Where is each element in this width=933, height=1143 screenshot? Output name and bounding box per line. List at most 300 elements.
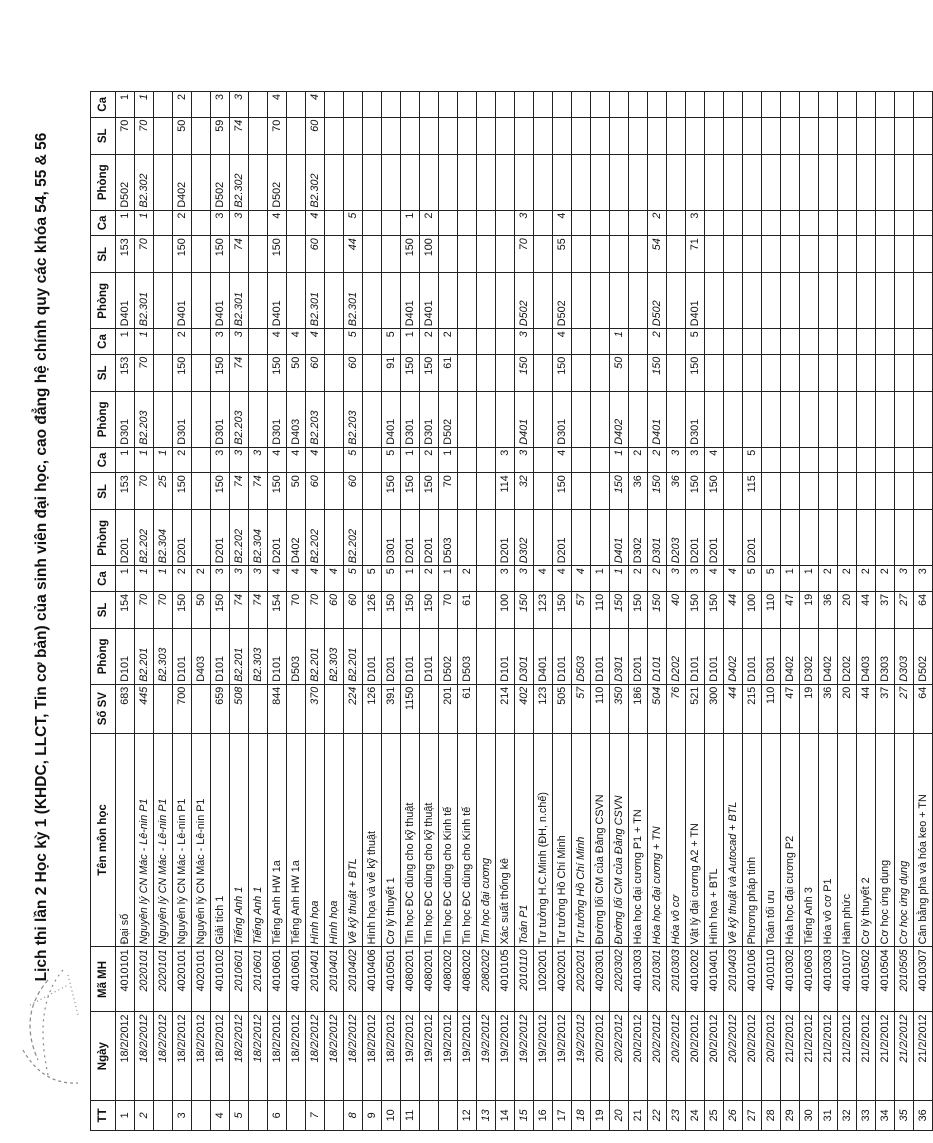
shift-cell: 1: [135, 329, 154, 355]
count-cell: 20: [838, 591, 857, 628]
date-cell: 21/2/2012: [895, 1012, 914, 1100]
room-cell: [192, 273, 211, 329]
room-cell: [686, 154, 705, 210]
table-row: [116, 92, 135, 1131]
student-count-cell: 27: [895, 684, 914, 733]
count-cell: [895, 354, 914, 391]
room-cell: [439, 154, 458, 210]
room-cell: [591, 391, 610, 447]
student-count-cell: 110: [762, 684, 781, 733]
count-cell: [192, 117, 211, 154]
student-count-cell: 683: [116, 684, 135, 733]
header-col-student-count: Số SV: [91, 684, 116, 733]
count-cell: [800, 117, 819, 154]
shift-cell: [781, 447, 800, 473]
course-name-cell: Hình họa và vẽ kỹ thuật: [363, 733, 382, 947]
student-count-cell: 214: [496, 684, 515, 733]
tt-cell: 35: [895, 1100, 914, 1130]
table-row: [458, 92, 477, 1131]
table-row: [781, 92, 800, 1131]
room-cell: D401: [686, 273, 705, 329]
tt-cell: 18: [572, 1100, 591, 1130]
shift-cell: [610, 210, 629, 236]
course-code-cell: 4080201: [420, 947, 439, 1012]
count-cell: 150: [401, 236, 420, 273]
shift-cell: [477, 92, 496, 118]
date-cell: 18/2/2012: [344, 1012, 363, 1100]
count-cell: [743, 236, 762, 273]
room-cell: D201: [743, 510, 762, 566]
room-cell: [154, 154, 173, 210]
course-name-cell: Toán P1: [515, 733, 534, 947]
count-cell: 70: [135, 591, 154, 628]
room-cell: D502: [553, 273, 572, 329]
date-cell: 19/2/2012: [401, 1012, 420, 1100]
shift-cell: 4: [306, 566, 325, 592]
room-cell: D401: [401, 273, 420, 329]
room-cell: D201: [705, 510, 724, 566]
shift-cell: 3: [211, 210, 230, 236]
room-cell: [800, 510, 819, 566]
count-cell: [705, 354, 724, 391]
header-col-course-name: Tên môn học: [91, 733, 116, 947]
course-code-cell: 2010403: [724, 947, 743, 1012]
date-cell: 18/2/2012: [173, 1012, 192, 1100]
shift-cell: 2: [420, 447, 439, 473]
count-cell: [477, 236, 496, 273]
room-cell: D502: [116, 154, 135, 210]
room-cell: [857, 273, 876, 329]
count-cell: 50: [287, 473, 306, 510]
count-cell: 123: [534, 591, 553, 628]
count-cell: 50: [173, 117, 192, 154]
shift-cell: [857, 329, 876, 355]
room-cell: [781, 273, 800, 329]
tt-cell: 6: [268, 1100, 287, 1130]
date-cell: 21/2/2012: [914, 1012, 933, 1100]
shift-cell: 4: [287, 447, 306, 473]
count-cell: 70: [135, 354, 154, 391]
header-col-room-5: Phòng: [91, 154, 116, 210]
count-cell: 32: [515, 473, 534, 510]
room-cell: [781, 391, 800, 447]
shift-cell: 3: [496, 566, 515, 592]
table-row: [230, 92, 249, 1131]
shift-cell: [800, 92, 819, 118]
tt-cell: 34: [876, 1100, 895, 1130]
course-name-cell: Vẽ kỹ thuật và Autocad + BTL: [724, 733, 743, 947]
course-code-cell: 2010505: [895, 947, 914, 1012]
table-row: [173, 92, 192, 1131]
room-cell: [572, 510, 591, 566]
count-cell: [401, 117, 420, 154]
table-row: [914, 92, 933, 1131]
room-cell: D301: [401, 391, 420, 447]
shift-cell: [762, 92, 781, 118]
header-row: [91, 92, 116, 1131]
date-cell: 19/2/2012: [553, 1012, 572, 1100]
shift-cell: [914, 210, 933, 236]
header-col-count-4: SL: [91, 236, 116, 273]
table-row: [268, 92, 287, 1131]
room-cell: D101: [743, 629, 762, 685]
shift-cell: [800, 447, 819, 473]
shift-cell: 4: [553, 210, 572, 236]
tt-cell: 32: [838, 1100, 857, 1130]
shift-cell: [743, 92, 762, 118]
count-cell: 154: [116, 591, 135, 628]
shift-cell: [838, 447, 857, 473]
room-cell: [458, 391, 477, 447]
room-cell: [458, 273, 477, 329]
shift-cell: [401, 92, 420, 118]
count-cell: [572, 354, 591, 391]
room-cell: D502: [439, 391, 458, 447]
count-cell: 19: [800, 591, 819, 628]
shift-cell: [838, 210, 857, 236]
shift-cell: [591, 92, 610, 118]
room-cell: D201: [173, 510, 192, 566]
count-cell: [477, 473, 496, 510]
header-col-shift-4: Ca: [91, 210, 116, 236]
room-cell: D203: [667, 510, 686, 566]
course-code-cell: 2020302: [610, 947, 629, 1012]
count-cell: [553, 117, 572, 154]
room-cell: B2.301: [306, 273, 325, 329]
shift-cell: 3: [230, 92, 249, 118]
shift-cell: [819, 447, 838, 473]
room-cell: D502: [515, 273, 534, 329]
room-cell: D401: [515, 391, 534, 447]
student-count-cell: [154, 684, 173, 733]
course-name-cell: Hóa vô cơ: [667, 733, 686, 947]
count-cell: 44: [724, 591, 743, 628]
tt-cell: 29: [781, 1100, 800, 1130]
course-name-cell: Vẽ kỹ thuật + BTL: [344, 733, 363, 947]
room-cell: B2.303: [249, 629, 268, 685]
date-cell: 21/2/2012: [800, 1012, 819, 1100]
shift-cell: [553, 92, 572, 118]
shift-cell: [876, 329, 895, 355]
count-cell: [287, 117, 306, 154]
course-code-cell: 4010107: [838, 947, 857, 1012]
shift-cell: [629, 210, 648, 236]
shift-cell: [192, 92, 211, 118]
course-code-cell: 2020201: [572, 947, 591, 1012]
count-cell: 150: [401, 591, 420, 628]
room-cell: [496, 391, 515, 447]
room-cell: D201: [553, 510, 572, 566]
room-cell: D101: [496, 629, 515, 685]
room-cell: D101: [686, 629, 705, 685]
shift-cell: [287, 92, 306, 118]
tt-cell: 28: [762, 1100, 781, 1130]
count-cell: [800, 354, 819, 391]
count-cell: [629, 117, 648, 154]
count-cell: 150: [610, 591, 629, 628]
count-cell: [496, 236, 515, 273]
count-cell: [439, 236, 458, 273]
count-cell: [724, 236, 743, 273]
shift-cell: [667, 210, 686, 236]
tt-cell: 16: [534, 1100, 553, 1130]
table-row: [496, 92, 515, 1131]
count-cell: [496, 354, 515, 391]
shift-cell: 2: [648, 447, 667, 473]
shift-cell: [705, 92, 724, 118]
course-code-cell: 4020301: [591, 947, 610, 1012]
shift-cell: [287, 210, 306, 236]
student-count-cell: 1150: [401, 684, 420, 733]
student-count-cell: [420, 684, 439, 733]
table-row: [572, 92, 591, 1131]
room-cell: [496, 273, 515, 329]
room-cell: D401: [648, 391, 667, 447]
count-cell: 150: [515, 354, 534, 391]
room-cell: [838, 510, 857, 566]
count-cell: 100: [743, 591, 762, 628]
shift-cell: [914, 329, 933, 355]
course-code-cell: 2020101: [154, 947, 173, 1012]
tt-cell: 3: [173, 1100, 192, 1130]
date-cell: 20/2/2012: [591, 1012, 610, 1100]
shift-cell: 2: [648, 210, 667, 236]
tt-cell: 21: [629, 1100, 648, 1130]
course-name-cell: Nguyên lý CN Mác - Lê-nin P1: [135, 733, 154, 947]
room-cell: D301: [648, 510, 667, 566]
room-cell: B2.201: [344, 629, 363, 685]
shift-cell: 2: [173, 92, 192, 118]
count-cell: 36: [629, 473, 648, 510]
room-cell: [192, 154, 211, 210]
count-cell: [781, 117, 800, 154]
count-cell: [591, 236, 610, 273]
count-cell: [325, 473, 344, 510]
count-cell: [743, 354, 762, 391]
student-count-cell: 224: [344, 684, 363, 733]
student-count-cell: 370: [306, 684, 325, 733]
shift-cell: 3: [515, 329, 534, 355]
count-cell: [667, 117, 686, 154]
course-name-cell: Nguyên lý CN Mác - Lê-nin P1: [192, 733, 211, 947]
course-code-cell: 4010302: [781, 947, 800, 1012]
shift-cell: 1: [116, 92, 135, 118]
shift-cell: 4: [306, 92, 325, 118]
room-cell: D302: [515, 510, 534, 566]
room-cell: [496, 154, 515, 210]
count-cell: [762, 117, 781, 154]
shift-cell: 4: [268, 566, 287, 592]
room-cell: [382, 154, 401, 210]
room-cell: [895, 273, 914, 329]
count-cell: 150: [553, 354, 572, 391]
shift-cell: 4: [553, 447, 572, 473]
count-cell: 150: [211, 591, 230, 628]
count-cell: 61: [458, 591, 477, 628]
count-cell: 91: [382, 354, 401, 391]
count-cell: [496, 117, 515, 154]
count-cell: [743, 117, 762, 154]
room-cell: D301: [268, 391, 287, 447]
room-cell: [192, 510, 211, 566]
count-cell: 150: [515, 591, 534, 628]
course-code-cell: 2080202: [477, 947, 496, 1012]
course-code-cell: 4010303: [629, 947, 648, 1012]
room-cell: D402: [173, 154, 192, 210]
student-count-cell: 300: [705, 684, 724, 733]
date-cell: 18/2/2012: [268, 1012, 287, 1100]
tt-cell: 12: [458, 1100, 477, 1130]
course-name-cell: Cơ lý thuyết 2: [857, 733, 876, 947]
room-cell: [743, 154, 762, 210]
room-cell: D101: [173, 629, 192, 685]
count-cell: [382, 236, 401, 273]
shift-cell: [629, 329, 648, 355]
shift-cell: 1: [781, 566, 800, 592]
room-cell: D403: [287, 391, 306, 447]
date-cell: 19/2/2012: [458, 1012, 477, 1100]
count-cell: [458, 473, 477, 510]
date-cell: 19/2/2012: [477, 1012, 496, 1100]
date-cell: 18/2/2012: [249, 1012, 268, 1100]
shift-cell: [382, 92, 401, 118]
room-cell: B2.302: [230, 154, 249, 210]
count-cell: 70: [515, 236, 534, 273]
course-name-cell: Hóa học đại cương + TN: [648, 733, 667, 947]
header-col-shift-1: Ca: [91, 566, 116, 592]
room-cell: D401: [534, 629, 553, 685]
room-cell: D201: [268, 510, 287, 566]
count-cell: [800, 236, 819, 273]
shift-cell: 2: [648, 566, 667, 592]
shift-cell: 1: [135, 447, 154, 473]
count-cell: [838, 354, 857, 391]
room-cell: [819, 510, 838, 566]
room-cell: [895, 391, 914, 447]
course-name-cell: Cơ lý thuyết 1: [382, 733, 401, 947]
student-count-cell: 402: [515, 684, 534, 733]
room-cell: D301: [515, 629, 534, 685]
room-cell: [458, 154, 477, 210]
table-row: [306, 92, 325, 1131]
room-cell: [534, 510, 553, 566]
tt-cell: 4: [211, 1100, 230, 1130]
room-cell: D101: [211, 629, 230, 685]
shift-cell: [458, 447, 477, 473]
room-cell: D402: [610, 391, 629, 447]
count-cell: [914, 473, 933, 510]
table-row: [876, 92, 895, 1131]
exam-schedule-table: [90, 91, 933, 1131]
room-cell: D301: [686, 391, 705, 447]
shift-cell: 2: [819, 566, 838, 592]
table-row: [154, 92, 173, 1131]
table-row: [819, 92, 838, 1131]
course-name-cell: Xác suất thống kê: [496, 733, 515, 947]
header-col-tt: TT: [91, 1100, 116, 1130]
room-cell: D201: [116, 510, 135, 566]
count-cell: [154, 236, 173, 273]
room-cell: [914, 510, 933, 566]
count-cell: [249, 354, 268, 391]
room-cell: B2.304: [249, 510, 268, 566]
room-cell: [249, 391, 268, 447]
shift-cell: [363, 447, 382, 473]
count-cell: [534, 473, 553, 510]
room-cell: D301: [762, 629, 781, 685]
count-cell: 70: [154, 591, 173, 628]
count-cell: 150: [553, 473, 572, 510]
count-cell: [819, 117, 838, 154]
count-cell: [363, 354, 382, 391]
count-cell: [249, 117, 268, 154]
shift-cell: 2: [420, 210, 439, 236]
room-cell: [667, 273, 686, 329]
room-cell: B2.301: [135, 273, 154, 329]
count-cell: [591, 473, 610, 510]
student-count-cell: [477, 684, 496, 733]
course-code-cell: 4010504: [876, 947, 895, 1012]
room-cell: [781, 510, 800, 566]
room-cell: [724, 510, 743, 566]
course-code-cell: 4010406: [363, 947, 382, 1012]
shift-cell: [800, 329, 819, 355]
header-col-room-1: Phòng: [91, 629, 116, 685]
student-count-cell: 76: [667, 684, 686, 733]
count-cell: 64: [914, 591, 933, 628]
count-cell: [610, 236, 629, 273]
count-cell: [705, 117, 724, 154]
date-cell: 20/2/2012: [686, 1012, 705, 1100]
date-cell: 18/2/2012: [116, 1012, 135, 1100]
shift-cell: [781, 92, 800, 118]
date-cell: 20/2/2012: [648, 1012, 667, 1100]
count-cell: [762, 236, 781, 273]
course-name-cell: Nguyên lý CN Mác - Lê-nin P1: [154, 733, 173, 947]
room-cell: B2.303: [154, 629, 173, 685]
course-name-cell: Tiếng Anh 1: [249, 733, 268, 947]
count-cell: [325, 354, 344, 391]
course-code-cell: 2020101: [135, 947, 154, 1012]
shift-cell: [743, 210, 762, 236]
table-row: [325, 92, 344, 1131]
shift-cell: [325, 92, 344, 118]
course-name-cell: Tư tưởng Hồ Chí Minh: [572, 733, 591, 947]
count-cell: [477, 591, 496, 628]
count-cell: 150: [211, 473, 230, 510]
count-cell: 150: [173, 473, 192, 510]
count-cell: 150: [648, 354, 667, 391]
date-cell: 18/2/2012: [287, 1012, 306, 1100]
course-name-cell: Vật lý đại cương A2 + TN: [686, 733, 705, 947]
course-name-cell: Toán tối ưu: [762, 733, 781, 947]
count-cell: 150: [705, 591, 724, 628]
room-cell: [363, 391, 382, 447]
course-code-cell: 4010401: [705, 947, 724, 1012]
room-cell: [629, 391, 648, 447]
shift-cell: [363, 92, 382, 118]
course-name-cell: Đường lối CM của Đảng CSVN: [591, 733, 610, 947]
course-name-cell: Hình họa + BTL: [705, 733, 724, 947]
room-cell: D202: [667, 629, 686, 685]
count-cell: [857, 117, 876, 154]
student-count-cell: 19: [800, 684, 819, 733]
table-row: [610, 92, 629, 1131]
count-cell: [572, 473, 591, 510]
shift-cell: [477, 210, 496, 236]
room-cell: [724, 391, 743, 447]
room-cell: D401: [268, 273, 287, 329]
